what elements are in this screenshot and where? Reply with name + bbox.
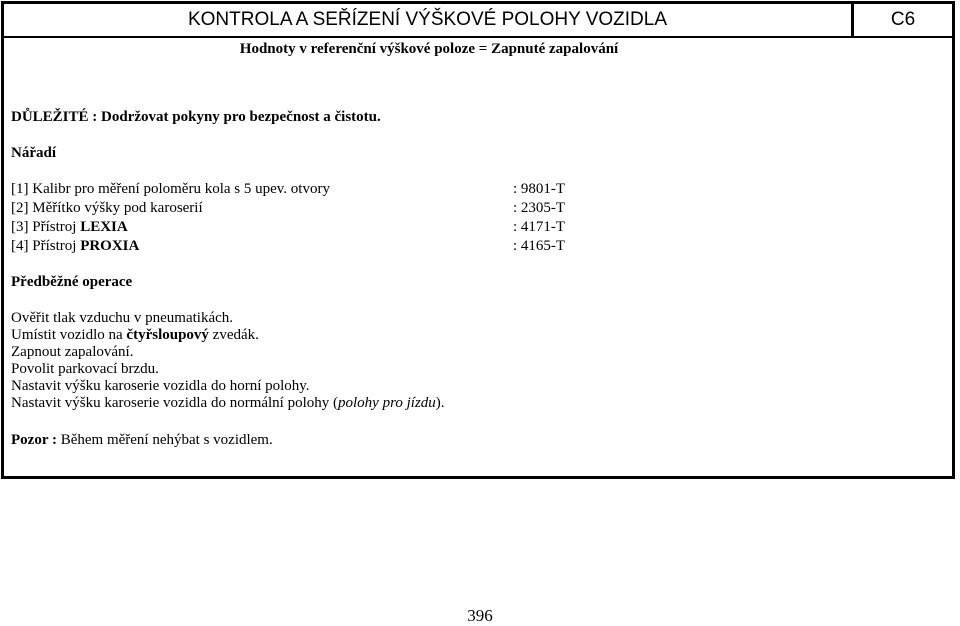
- tool-index: [1]: [11, 181, 29, 197]
- important-note: DŮLEŽITÉ : Dodržovat pokyny pro bezpečnost a čistotu.: [11, 109, 381, 125]
- page-number: 396: [467, 606, 493, 625]
- tool-index: [3]: [11, 219, 29, 235]
- tool-ref: : 4165-T: [513, 238, 566, 254]
- step-6-text-end: ).: [435, 395, 445, 411]
- tool-name: Přístroj: [32, 238, 81, 254]
- title-row: [4, 4, 952, 38]
- step-2: [11, 327, 259, 344]
- tool-name: Kalibr pro měření poloměru kola s 5 upev. otvory: [32, 181, 330, 197]
- tool-name-bold: PROXIA: [80, 238, 140, 254]
- document-frame: [1, 1, 955, 479]
- tool-name: Přístroj: [32, 219, 81, 235]
- step-3: Zapnout zapalování.: [11, 344, 134, 360]
- tools-heading: Nářadí: [11, 145, 56, 161]
- warning-label: Pozor :: [11, 432, 57, 448]
- step-1: Ověřit tlak vzduchu v pneumatikách.: [11, 310, 234, 326]
- tool-ref: : 2305-T: [513, 200, 566, 216]
- prep-heading: Předběžné operace: [11, 274, 133, 290]
- step-6: [11, 395, 445, 412]
- warning-note: [11, 432, 273, 449]
- tool-name-bold: LEXIA: [80, 219, 128, 235]
- step-2-text: Umístit vozidlo na: [11, 327, 127, 343]
- section-code: C6: [890, 9, 916, 30]
- step-2-text-end: zvedák.: [208, 327, 259, 343]
- tool-ref: : 4171-T: [513, 219, 566, 235]
- step-6-italic: polohy pro jízdu: [338, 395, 436, 411]
- tool-ref: : 9801-T: [513, 181, 566, 197]
- warning-text: Během měření nehýbat s vozidlem.: [56, 432, 273, 448]
- tool-index: [2]: [11, 200, 29, 216]
- step-6-text: Nastavit výšku karoserie vozidla do normální polohy (: [11, 395, 339, 411]
- page-title: KONTROLA A SEŘÍZENÍ VÝŠKOVÉ POLOHY VOZIDLA: [4, 4, 854, 36]
- step-2-bold: čtyřsloupový: [126, 327, 209, 343]
- tool-name: Měřítko výšky pod karoserií: [32, 200, 203, 216]
- step-4: Povolit parkovací brzdu.: [11, 361, 159, 377]
- subtitle: Hodnoty v referenční výškové poloze = Zapnuté zapalování: [239, 41, 619, 57]
- step-5: Nastavit výšku karoserie vozidla do horní polohy.: [11, 378, 310, 394]
- tool-index: [4]: [11, 238, 29, 254]
